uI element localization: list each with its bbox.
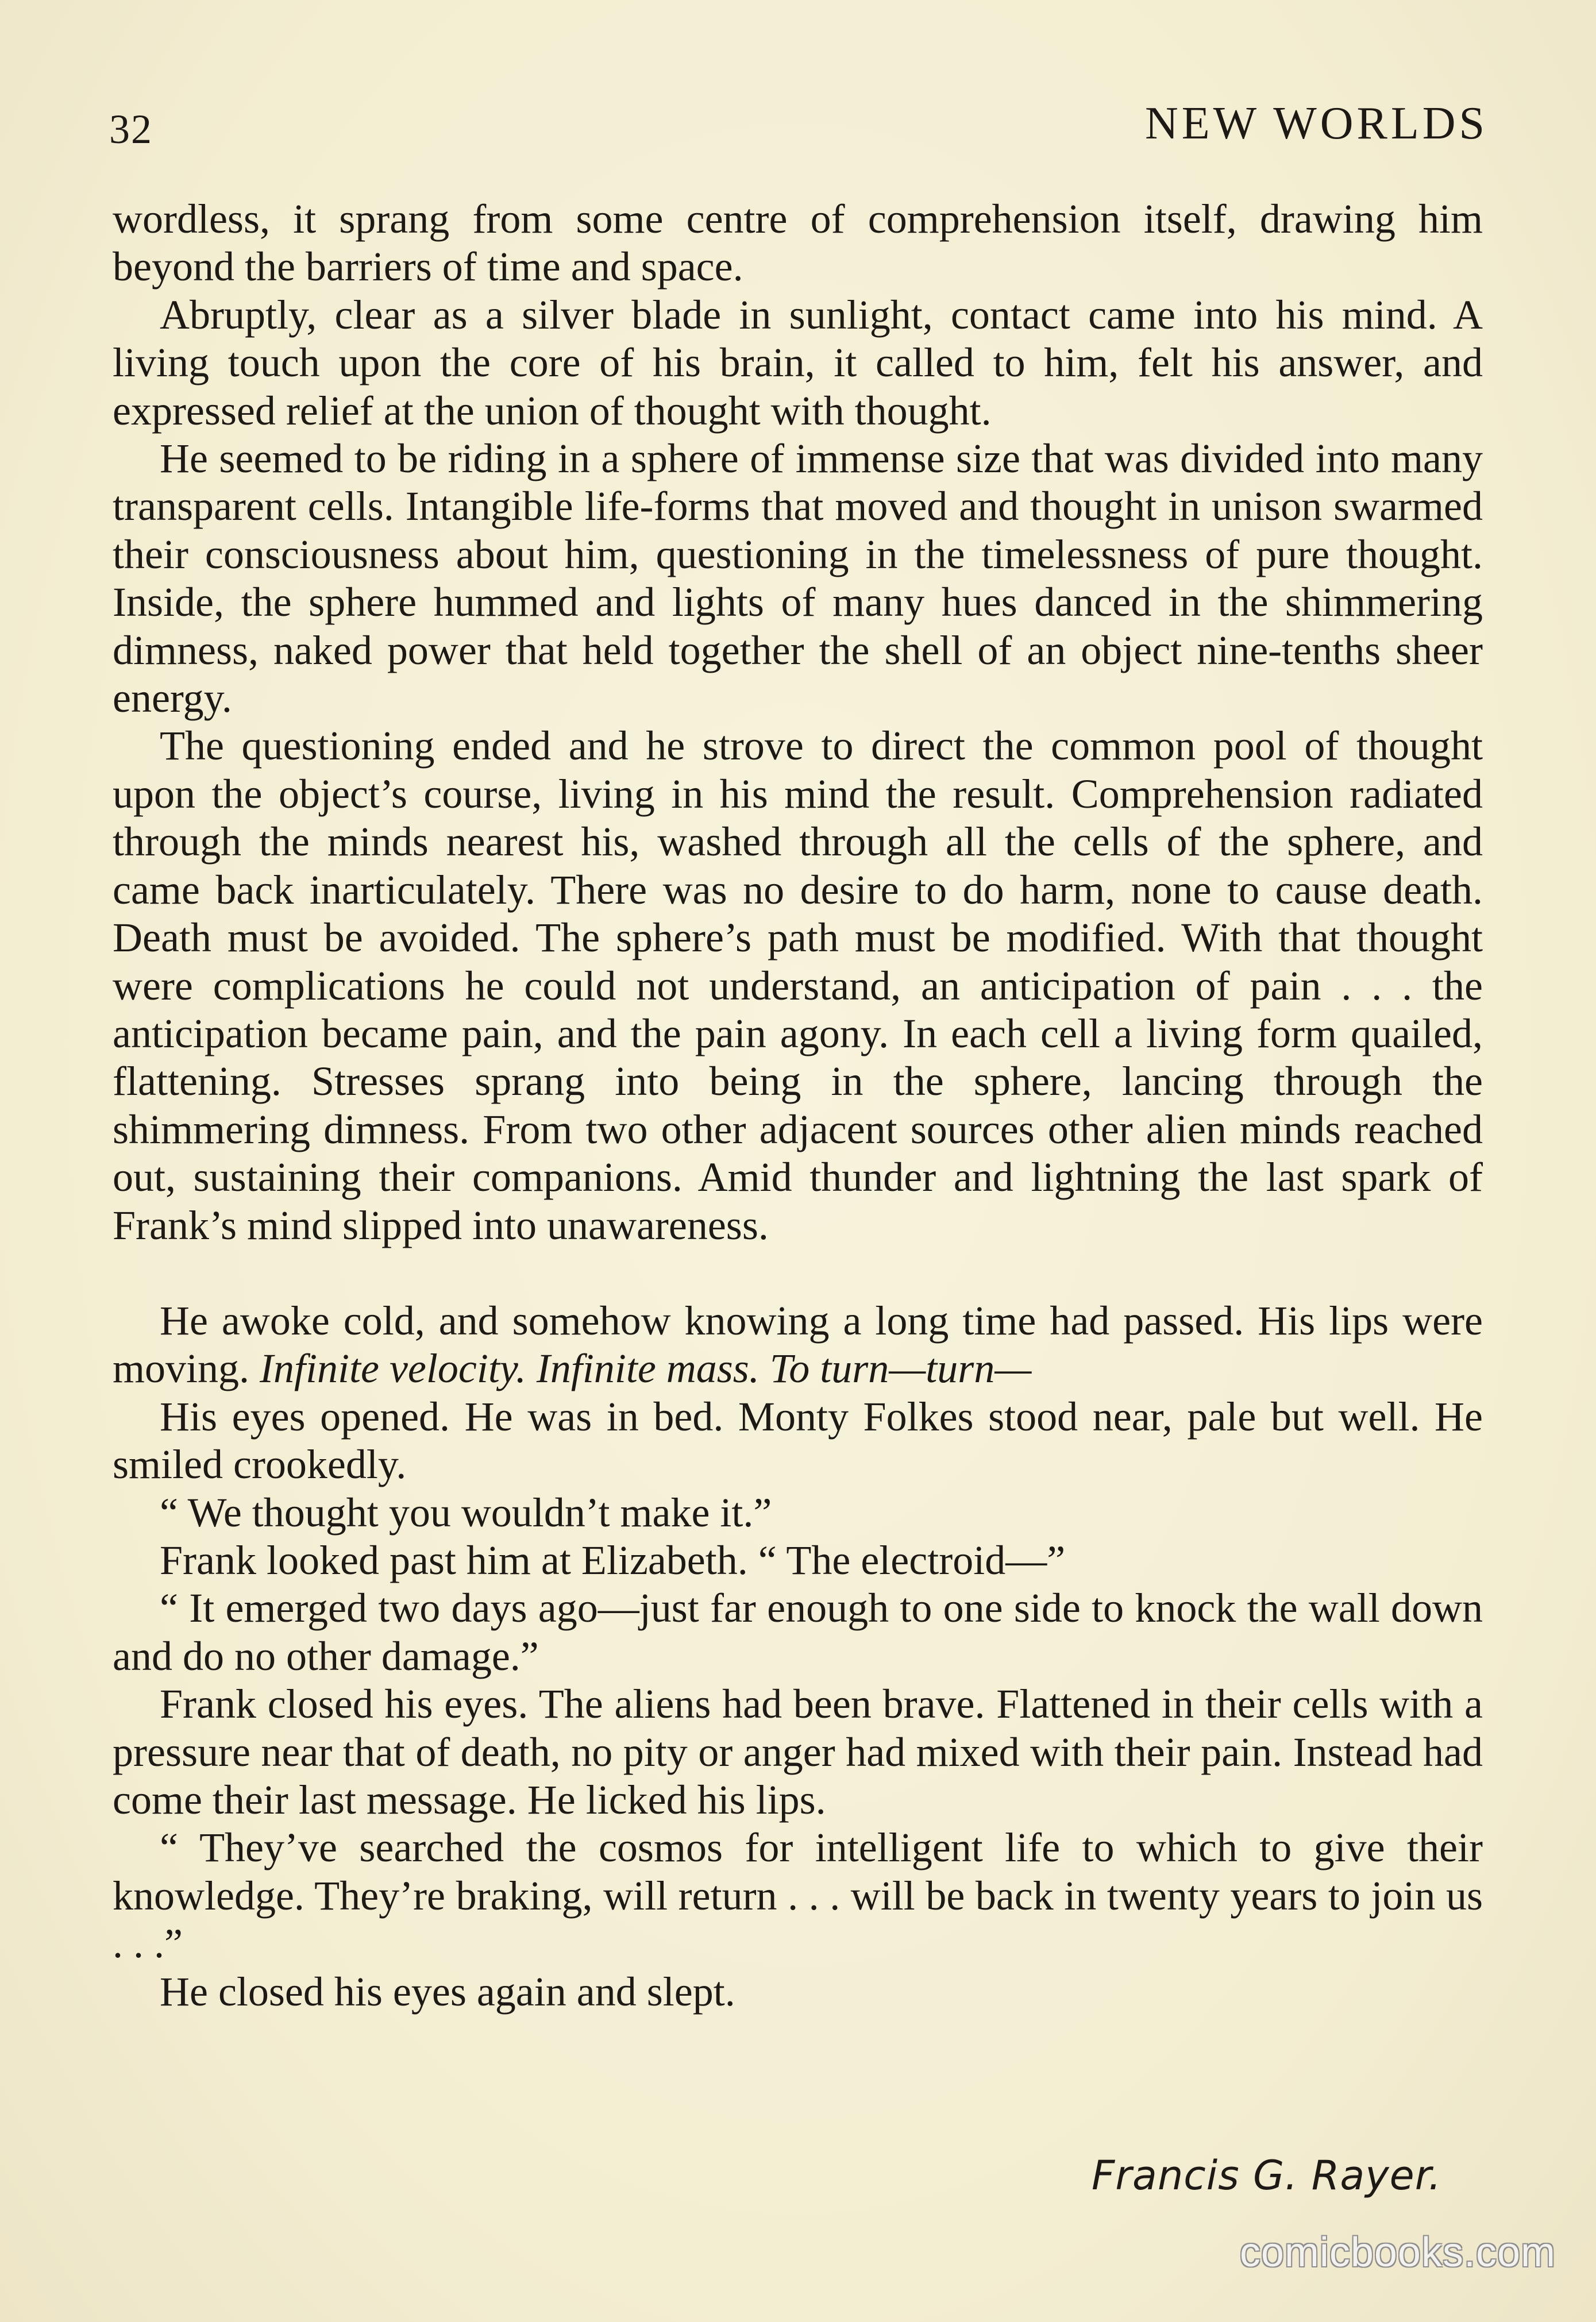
section-break: [113, 1249, 1483, 1297]
paragraph: Abruptly, clear as a silver blade in sunlight, contact came into his mind. A living touch upon the core of his brain, it called to him, felt his answer, and expressed relief at the union of thought with thought.: [113, 291, 1483, 434]
paragraph: He seemed to be riding in a sphere of immense size that was divided into many transparent cells. Intangible life-forms that moved and thought in unison swarmed their consciousness about him, questioning in the timelessness of pure thought. Inside, the sphere hummed and lights of many hues danced in the shimmering dimness, naked power that held together the shell of an object nine-tenths sheer energy.: [113, 435, 1483, 722]
italic-phrase: Infinite velocity.: [260, 1345, 526, 1392]
watermark: comicbooks.com: [1239, 2230, 1556, 2275]
paragraph: Frank looked past him at Elizabeth. “ The electroid—”: [160, 1537, 1066, 1583]
paragraph: Frank closed his eyes. The aliens had been brave. Flattened in their cells with a pressure near that of death, no pity or anger had mixed with their pain. Instead had come their last message. He licked his lips.: [113, 1681, 1483, 1823]
author-signature: Francis G. Rayer.: [1092, 2152, 1442, 2199]
italic-phrase: Infinite mass.: [536, 1345, 760, 1392]
paragraph: He closed his eyes again and slept.: [160, 1968, 735, 2015]
paragraph: wordless, it sprang from some centre of comprehension itself, drawing him beyond the barriers of time and space.: [113, 196, 1483, 290]
paragraph: “ They’ve searched the cosmos for intelligent life to which to give their knowledge. They’re braking, will return . . . will be back in twenty years to join us . . .”: [113, 1825, 1483, 1967]
paragraph: The questioning ended and he strove to direct the common pool of thought upon the object’s course, living in his mind the result. Comprehension radiated through the minds nearest his, washed through all the cells of the sphere, and came back inarticulately. There was no desire to do harm, none to cause death. Death must be avoided. The sphere’s path must be modified. With that thought were complications he could not understand, an anticipation of pain . . . the anticipation became pain, and the pain agony. In each cell a living form quailed, flattening. Stresses sprang into being in the sphere, lancing through the shimmering dimness. From two other adjacent sources other alien minds reached out, sustaining their companions. Amid thunder and lightning the last spark of Frank’s mind slipped into unawareness.: [113, 723, 1483, 1248]
page-header: [109, 98, 1488, 161]
paragraph: His eyes opened. He was in bed. Monty Folkes stood near, pale but well. He smiled crookedly.: [113, 1393, 1483, 1488]
paragraph: “ It emerged two days ago—just far enough to one side to knock the wall down and do no other damage.”: [113, 1585, 1483, 1679]
italic-phrase: To turn—turn—: [769, 1345, 1032, 1392]
page-number: 32: [109, 106, 153, 152]
story-text: [113, 195, 1483, 2016]
running-head: NEW WORLDS: [1144, 98, 1488, 149]
paragraph: “ We thought you wouldn’t make it.”: [160, 1489, 772, 1536]
paragraph: [113, 1297, 1483, 1393]
paragraph-text: He awoke cold, and somehow knowing a long time had passed. His lips were moving.: [113, 1297, 1483, 1392]
